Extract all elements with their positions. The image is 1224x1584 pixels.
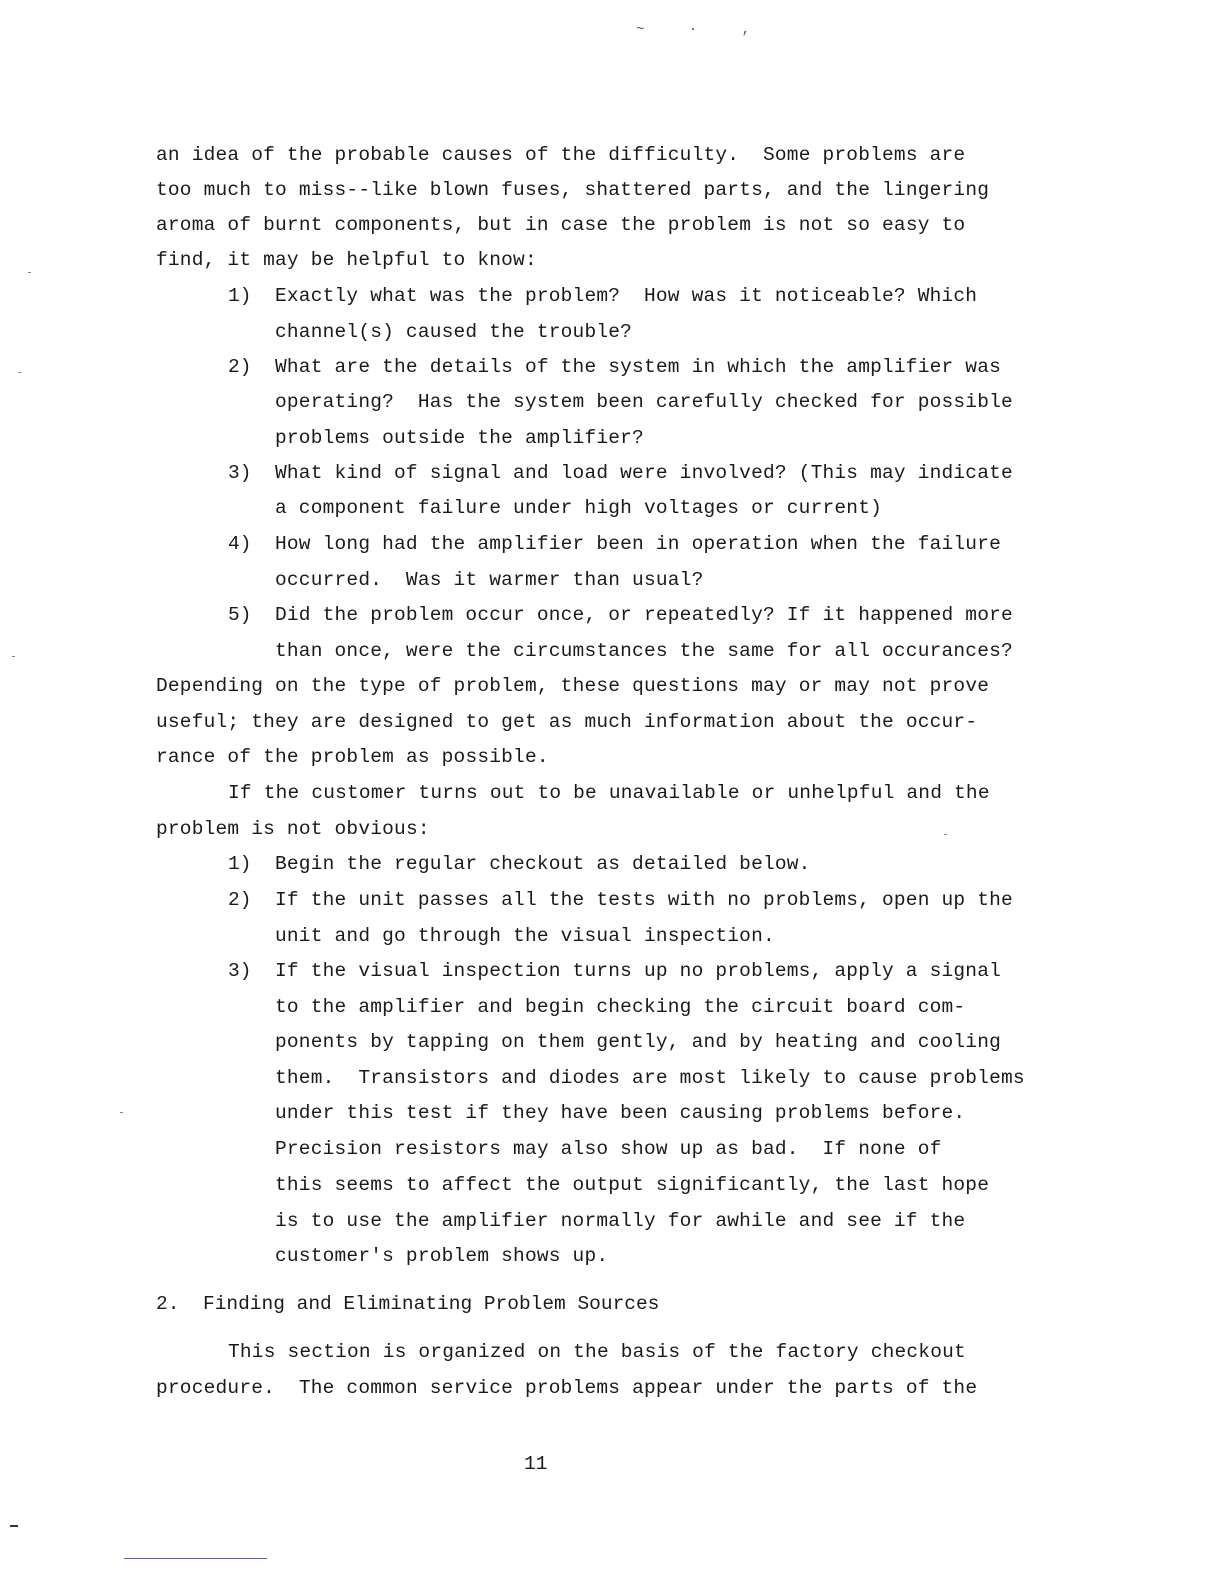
question-number: 4) bbox=[228, 533, 252, 555]
question-text: than once, were the circumstances the same for all occurances? bbox=[275, 640, 1013, 662]
question-text: a component failure under high voltages or current) bbox=[275, 497, 882, 519]
intro-line: aroma of burnt components, but in case the problem is not so easy to bbox=[156, 214, 966, 236]
question-text: operating? Has the system been carefully checked for possible bbox=[275, 391, 1013, 413]
step-text: them. Transistors and diodes are most likely to cause problems bbox=[275, 1067, 1025, 1089]
section-body-line: This section is organized on the basis of the factory checkout bbox=[228, 1341, 966, 1363]
margin-speck bbox=[28, 272, 31, 273]
step-number: 1) bbox=[228, 853, 252, 875]
question-text: What are the details of the system in which the amplifier was bbox=[275, 356, 1002, 378]
customer-line: problem is not obvious: bbox=[156, 818, 430, 840]
customer-line: If the customer turns out to be unavailable or unhelpful and the bbox=[228, 782, 990, 804]
margin-speck bbox=[944, 834, 947, 835]
question-text: occurred. Was it warmer than usual? bbox=[275, 569, 704, 591]
question-text: channel(s) caused the trouble? bbox=[275, 321, 633, 343]
section-number: 2. bbox=[156, 1293, 180, 1315]
question-text: How long had the amplifier been in operation when the failure bbox=[275, 533, 1002, 555]
question-number: 3) bbox=[228, 462, 252, 484]
question-number: 1) bbox=[228, 285, 252, 307]
question-text: Exactly what was the problem? How was it noticeable? Which bbox=[275, 285, 978, 307]
step-text: this seems to affect the output significantly, the last hope bbox=[275, 1174, 990, 1196]
footnote-rule bbox=[124, 1558, 267, 1559]
question-text: What kind of signal and load were involved? (This may indicate bbox=[275, 462, 1013, 484]
margin-speck bbox=[18, 372, 21, 373]
intro-line: find, it may be helpful to know: bbox=[156, 249, 537, 271]
question-text: Did the problem occur once, or repeatedly? If it happened more bbox=[275, 604, 1013, 626]
step-number: 2) bbox=[228, 889, 252, 911]
question-text: problems outside the amplifier? bbox=[275, 427, 644, 449]
step-text: If the visual inspection turns up no problems, apply a signal bbox=[275, 960, 1002, 982]
intro-line: too much to miss--like blown fuses, shattered parts, and the lingering bbox=[156, 179, 990, 201]
step-text: If the unit passes all the tests with no problems, open up the bbox=[275, 889, 1013, 911]
page-number: 11 bbox=[524, 1453, 548, 1475]
step-text: under this test if they have been causing problems before. bbox=[275, 1102, 966, 1124]
step-number: 3) bbox=[228, 960, 252, 982]
step-text: ponents by tapping on them gently, and by heating and cooling bbox=[275, 1031, 1002, 1053]
intro-line: an idea of the probable causes of the difficulty. Some problems are bbox=[156, 144, 966, 166]
section-body-line: procedure. The common service problems appear under the parts of the bbox=[156, 1377, 978, 1399]
margin-speck bbox=[120, 1112, 123, 1113]
step-text: is to use the amplifier normally for awhile and see if the bbox=[275, 1210, 966, 1232]
step-text: customer's problem shows up. bbox=[275, 1245, 609, 1267]
question-number: 2) bbox=[228, 356, 252, 378]
step-text: unit and go through the visual inspection. bbox=[275, 925, 775, 947]
step-text: Precision resistors may also show up as bad. If none of bbox=[275, 1138, 942, 1160]
step-text: Begin the regular checkout as detailed below. bbox=[275, 853, 811, 875]
section-title: Finding and Eliminating Problem Sources bbox=[203, 1293, 660, 1315]
depending-line: useful; they are designed to get as much information about the occur- bbox=[156, 711, 978, 733]
step-text: to the amplifier and begin checking the circuit board com- bbox=[275, 996, 966, 1018]
edge-mark bbox=[10, 1525, 18, 1527]
question-number: 5) bbox=[228, 604, 252, 626]
depending-line: rance of the problem as possible. bbox=[156, 746, 549, 768]
margin-speck bbox=[12, 656, 15, 657]
depending-line: Depending on the type of problem, these questions may or may not prove bbox=[156, 675, 990, 697]
top-scan-marks: ~ · , bbox=[636, 22, 769, 38]
